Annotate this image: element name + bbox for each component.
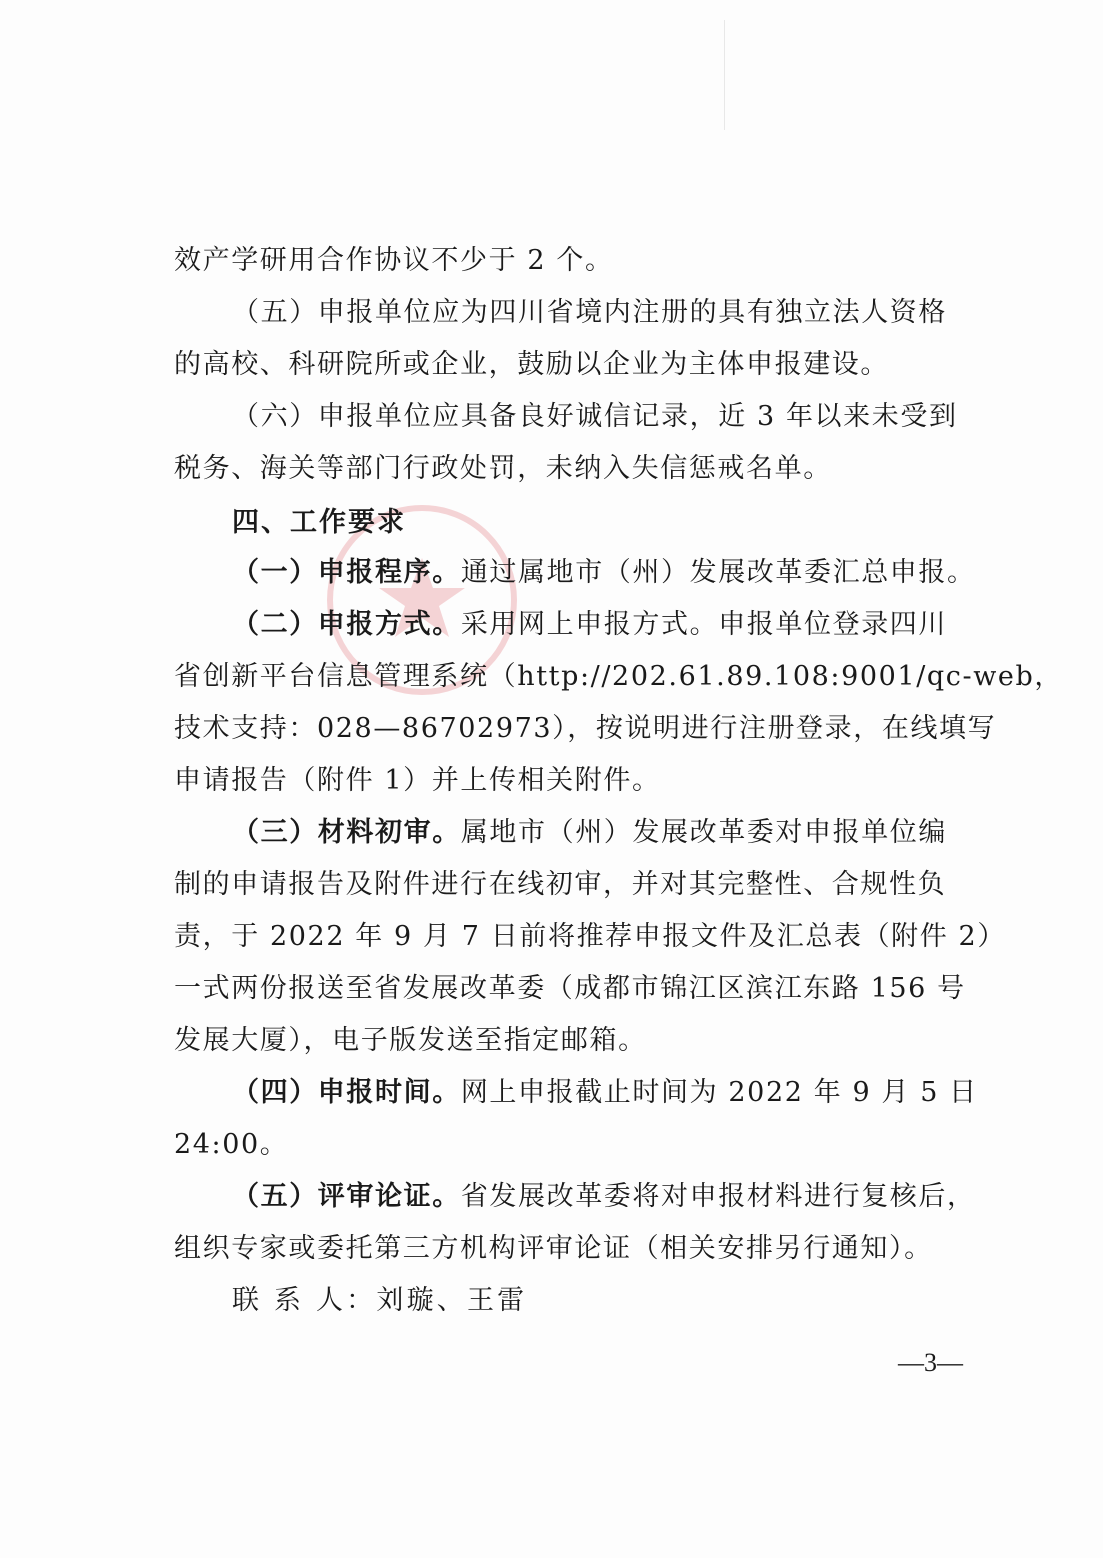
item-heading-method: （二）申报方式。 xyxy=(232,609,461,640)
text-line-15: 一式两份报送至省发展改革委（成都市锦江区滨江东路 156 号 xyxy=(174,973,966,1004)
text-line-1: 效产学研用合作协议不少于 2 个。 xyxy=(174,245,614,276)
item-text-review: 属地市（州）发展改革委对申报单位编 xyxy=(460,817,948,848)
text-line-8 xyxy=(232,607,947,643)
text-line-16: 发展大厦），电子版发送至指定邮箱。 xyxy=(174,1025,647,1056)
contact-line: 联 系 人：刘璇、王雷 xyxy=(232,1285,528,1316)
text-line-7 xyxy=(232,555,976,591)
text-line-10: 技术支持：028—86702973），按说明进行注册登录，在线填写 xyxy=(174,713,997,744)
text-line-14: 责，于 2022 年 9 月 7 日前将推荐申报文件及汇总表（附件 2） xyxy=(174,921,1006,952)
text-line-2: （五）申报单位应为四川省境内注册的具有独立法人资格 xyxy=(232,297,947,328)
text-line-12 xyxy=(232,815,947,851)
text-line-19 xyxy=(232,1179,976,1215)
item-text-method: 采用网上申报方式。申报单位登录四川 xyxy=(460,609,948,640)
text-line-11: 申请报告（附件 1）并上传相关附件。 xyxy=(174,765,661,796)
text-line-5: 税务、海关等部门行政处罚，未纳入失信惩戒名单。 xyxy=(174,453,832,484)
text-line-3: 的高校、科研院所或企业，鼓励以企业为主体申报建设。 xyxy=(174,349,889,380)
item-text-deadline: 网上申报截止时间为 2022 年 9 月 5 日 xyxy=(460,1077,978,1108)
item-heading-procedure: （一）申报程序。 xyxy=(232,557,461,588)
text-line-20: 组织专家或委托第三方机构评审论证（相关安排另行通知）。 xyxy=(174,1233,933,1264)
item-text-procedure: 通过属地市（州）发展改革委汇总申报。 xyxy=(460,557,976,588)
text-line-4: （六）申报单位应具备良好诚信记录，近 3 年以来未受到 xyxy=(232,401,958,432)
item-text-evaluation: 省发展改革委将对申报材料进行复核后， xyxy=(460,1181,976,1212)
item-heading-deadline: （四）申报时间。 xyxy=(232,1077,461,1108)
page-crease xyxy=(724,20,725,130)
section-heading: 四、工作要求 xyxy=(232,507,406,538)
text-line-17 xyxy=(232,1075,978,1111)
item-heading-evaluation: （五）评审论证。 xyxy=(232,1181,461,1212)
text-line-9: 省创新平台信息管理系统（http://202.61.89.108:9001/qc-web， xyxy=(174,661,1063,692)
text-line-13: 制的申请报告及附件进行在线初审，并对其完整性、合规性负 xyxy=(174,869,947,900)
item-heading-review: （三）材料初审。 xyxy=(232,817,461,848)
page-number: —3— xyxy=(898,1348,963,1377)
text-line-18: 24:00。 xyxy=(174,1129,289,1160)
